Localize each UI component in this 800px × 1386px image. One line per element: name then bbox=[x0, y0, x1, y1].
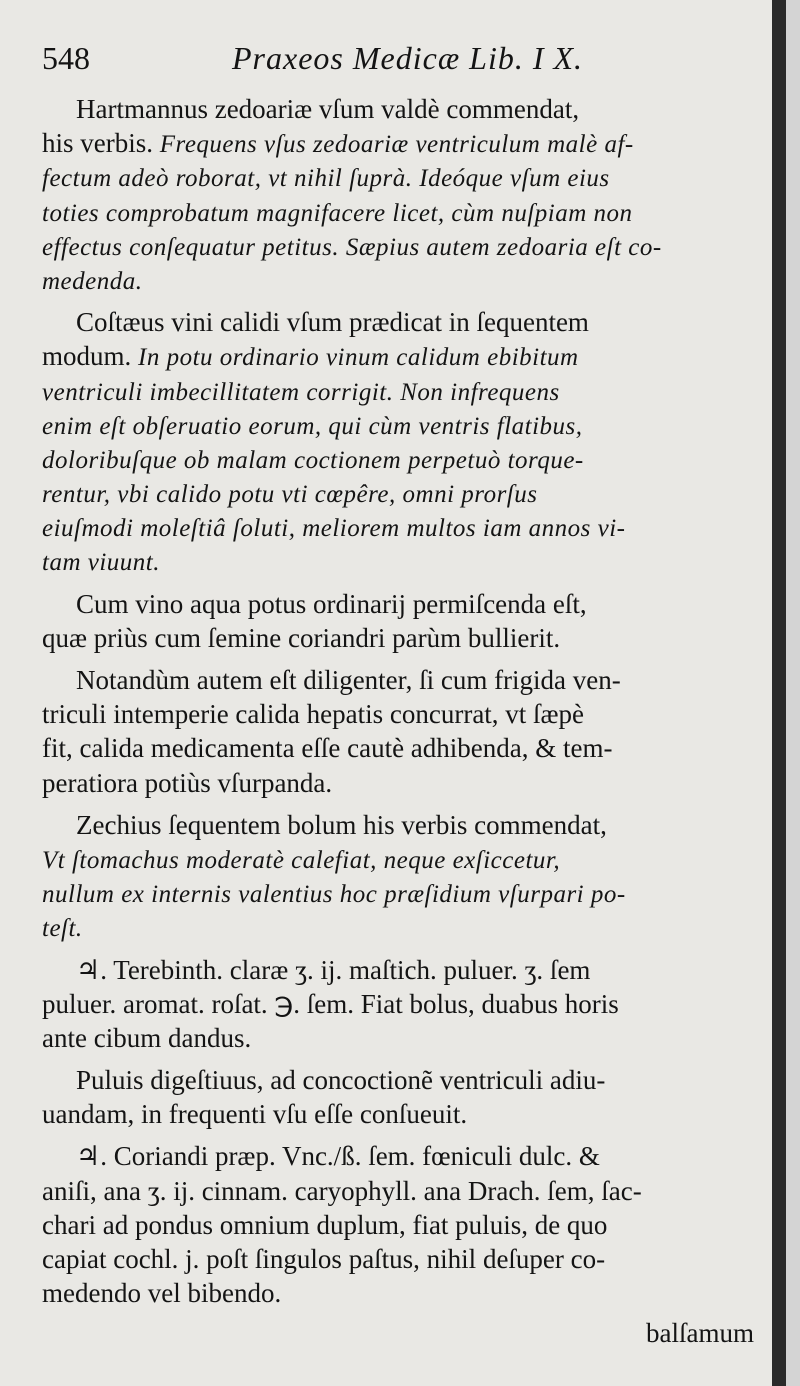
italic-segment: rentur, vbi calido potu vti cœpêre, omni prorſus bbox=[42, 481, 538, 509]
text-line bbox=[42, 1139, 764, 1173]
paragraph bbox=[42, 587, 764, 655]
text-line bbox=[42, 1276, 764, 1310]
italic-segment: ventriculi imbecillitatem corrigit. Non infrequens bbox=[42, 378, 560, 406]
paragraph bbox=[42, 92, 764, 297]
italic-segment: Vt ſtomachus moderatè calefiat, neque exſiccetur, bbox=[42, 846, 561, 874]
text-line bbox=[42, 305, 764, 339]
text-line bbox=[42, 1063, 764, 1097]
roman-segment: ♃. Terebinth. claræ ʒ. ij. maſtich. puluer. ʒ. ſem bbox=[76, 954, 591, 985]
text-line bbox=[42, 92, 764, 126]
paragraph bbox=[42, 305, 764, 579]
roman-segment: puluer. aromat. roſat. ℈. ſem. Fiat bolus, duabus horis bbox=[42, 988, 619, 1019]
roman-segment: Zechius ſequentem bolum his verbis commendat, bbox=[76, 809, 607, 840]
text-line bbox=[42, 263, 764, 297]
text-line bbox=[42, 408, 764, 442]
italic-segment: tam viuunt. bbox=[42, 549, 160, 577]
text-line bbox=[42, 374, 764, 408]
italic-segment: effectus conſequatur petitus. Sæpius autem zedoaria eſt co- bbox=[42, 233, 662, 261]
text-line bbox=[42, 910, 764, 944]
roman-segment: capiat cochl. j. poſt ſingulos paſtus, nihil deſuper co- bbox=[42, 1244, 606, 1274]
roman-segment: quæ priùs cum ſemine coriandri parùm bullierit. bbox=[42, 622, 561, 653]
text-line bbox=[42, 621, 764, 655]
roman-segment: Notandùm autem eſt diligenter, ſi cum frigida ven- bbox=[76, 665, 621, 695]
page-header bbox=[42, 40, 764, 92]
text-line bbox=[42, 697, 764, 731]
roman-segment: ♃. Coriandi præp. Vnc./ß. ſem. fœniculi dulc. & bbox=[76, 1141, 600, 1172]
paragraph bbox=[42, 1063, 764, 1131]
italic-segment: toties comprobatum magnifacere licet, cùm nuſpiam non bbox=[42, 199, 633, 227]
text-line bbox=[42, 126, 764, 160]
italic-segment: eiuſmodi moleſtiâ ſoluti, meliorem multos iam annos vi- bbox=[42, 515, 626, 543]
text-line bbox=[42, 731, 764, 765]
text-line bbox=[42, 953, 764, 987]
italic-segment: Frequens vſus zedoariæ ventriculum malè af- bbox=[159, 131, 634, 159]
text-line bbox=[42, 510, 764, 544]
roman-segment: fit, calida medicamenta eſſe cautè adhibenda, & tem- bbox=[42, 733, 613, 764]
text-line bbox=[42, 1021, 764, 1055]
italic-segment: teſt. bbox=[42, 915, 83, 943]
text-line bbox=[42, 476, 764, 510]
body-text bbox=[42, 92, 764, 1310]
text-line bbox=[42, 1242, 764, 1276]
roman-segment: ante cibum dandus. bbox=[42, 1022, 252, 1053]
text-line bbox=[42, 876, 764, 910]
catchword: balſamum bbox=[646, 1318, 754, 1349]
roman-segment: his verbis. bbox=[42, 128, 160, 159]
text-line bbox=[42, 587, 764, 621]
italic-segment: doloribuſque ob malam coctionem perpetuò torque- bbox=[42, 446, 584, 474]
paragraph bbox=[42, 953, 764, 1056]
italic-segment: medenda. bbox=[42, 267, 143, 295]
text-line bbox=[42, 1174, 764, 1208]
roman-segment: Puluis digeſtiuus, ad concoctionẽ ventriculi adiu- bbox=[76, 1065, 606, 1096]
roman-segment: chari ad pondus omnium duplum, fiat puluis, de quo bbox=[42, 1209, 608, 1240]
page-number: 548 bbox=[42, 40, 90, 76]
italic-segment: fectum adeò roborat, vt nihil ſuprà. Ideóque vſum eius bbox=[42, 165, 610, 193]
roman-segment: Cum vino aqua potus ordinarij permiſcenda eſt, bbox=[76, 588, 587, 619]
roman-segment: medendo vel bibendo. bbox=[42, 1278, 282, 1309]
paragraph bbox=[42, 808, 764, 945]
roman-segment: Coſtæus vini calidi vſum prædicat in ſequentem bbox=[76, 307, 589, 338]
roman-segment: uandam, in frequenti vſu eſſe conſueuit. bbox=[42, 1099, 468, 1130]
text-line bbox=[42, 544, 764, 578]
roman-segment: triculi intemperie calida hepatis concurrat, vt ſæpè bbox=[42, 699, 585, 730]
italic-segment: In potu ordinario vinum calidum ebibitum bbox=[138, 344, 579, 372]
text-line bbox=[42, 195, 764, 229]
roman-segment: peratiora potiùs vſurpanda. bbox=[42, 767, 333, 798]
text-line bbox=[42, 442, 764, 476]
text-line bbox=[42, 160, 764, 194]
text-line bbox=[42, 987, 764, 1021]
text-line bbox=[42, 229, 764, 263]
text-line bbox=[42, 842, 764, 876]
page-edge-shadow bbox=[772, 0, 786, 1386]
paragraph bbox=[42, 1139, 764, 1310]
text-line bbox=[42, 1097, 764, 1131]
roman-segment: aniſi, ana ʒ. ij. cinnam. caryophyll. ana Drach. ſem, ſac- bbox=[42, 1175, 642, 1206]
italic-segment: enim eſt obſeruatio eorum, qui cùm ventris flatibus, bbox=[42, 412, 583, 440]
roman-segment: modum. bbox=[42, 341, 139, 372]
text-line bbox=[42, 1208, 764, 1242]
text-line bbox=[42, 766, 764, 800]
running-title: Praxeos Medicæ Lib. I X. bbox=[232, 40, 584, 76]
text-line bbox=[42, 339, 764, 373]
paragraph bbox=[42, 663, 764, 800]
text-line bbox=[42, 663, 764, 697]
text-line bbox=[42, 808, 764, 842]
roman-segment: Hartmannus zedoariæ vſum valdè commendat, bbox=[76, 94, 580, 124]
italic-segment: nullum ex internis valentius hoc præſidium vſurpari po- bbox=[42, 881, 626, 909]
